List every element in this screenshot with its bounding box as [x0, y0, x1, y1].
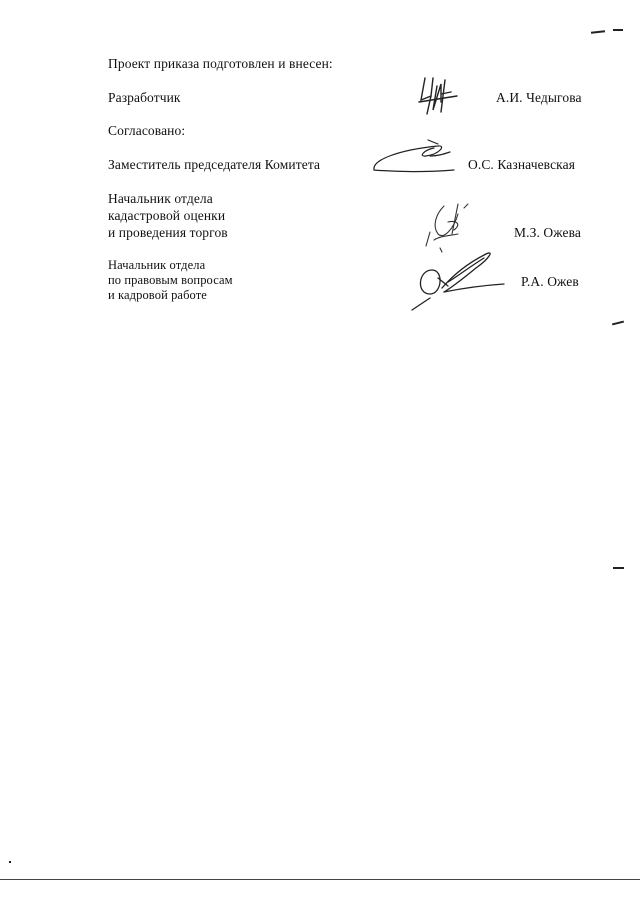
head-cadastral-role-line-3: и проведения торгов: [108, 225, 228, 240]
head-legal-role-line-2: по правовым вопросам: [108, 273, 233, 287]
scan-mark-top-right-2: [613, 29, 623, 31]
scan-dot: [9, 861, 11, 863]
document-heading: Проект приказа подготовлен и внесен:: [108, 56, 333, 71]
head-legal-name: Р.А. Ожев: [521, 274, 579, 289]
deputy-chairman-role: Заместитель председателя Комитета: [108, 157, 321, 172]
deputy-chairman-name: О.С. Казначевская: [468, 157, 576, 172]
head-cadastral-role-line-2: кадастровой оценки: [108, 208, 226, 223]
head-legal-role-line-1: Начальник отдела: [108, 258, 206, 272]
page-bottom-edge: [0, 879, 640, 880]
scan-mark-right-2: [613, 567, 624, 569]
head-cadastral-name: М.З. Ожева: [514, 225, 581, 240]
signature-chedygova: [411, 72, 471, 122]
developer-name: А.И. Чедыгова: [496, 90, 582, 105]
approved-label: Согласовано:: [108, 123, 186, 138]
signature-kaznachevskaya: [368, 136, 458, 176]
head-legal-role-line-3: и кадровой работе: [108, 288, 207, 302]
developer-role: Разработчик: [108, 90, 181, 105]
head-cadastral-role-line-1: Начальник отдела: [108, 191, 213, 206]
scan-mark-right-1: [612, 321, 624, 326]
scan-mark-top-right: [591, 30, 605, 33]
signature-ozhev: [404, 248, 514, 318]
